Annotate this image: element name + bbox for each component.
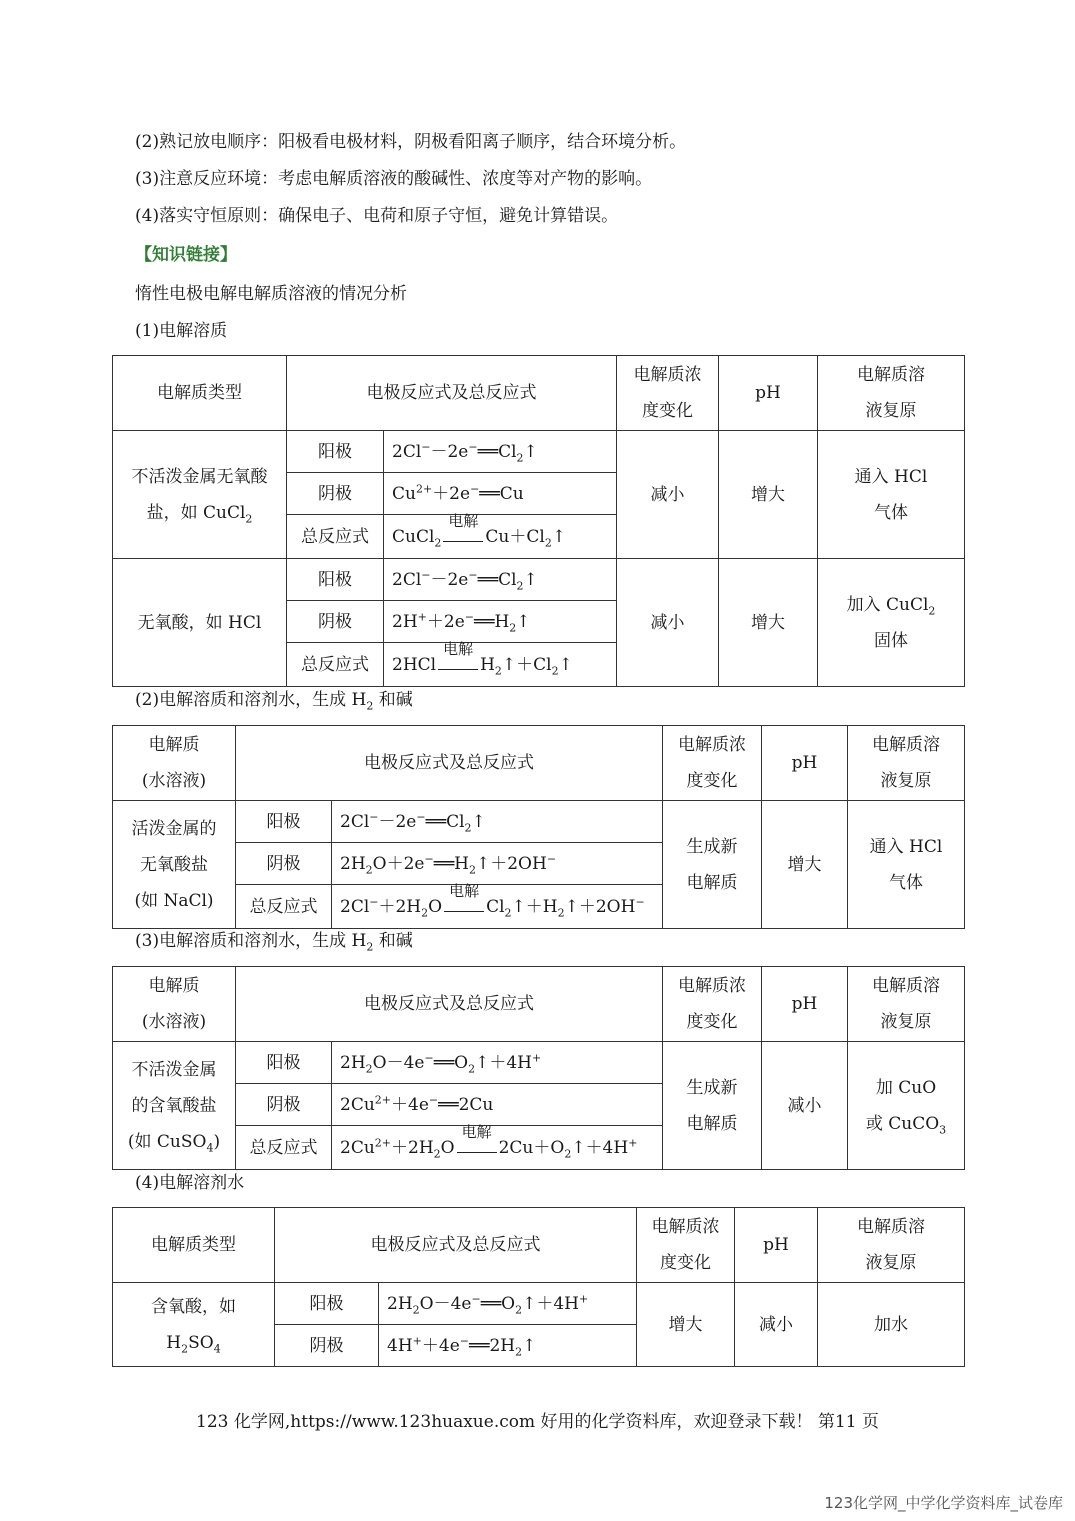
total-label: 总反应式	[287, 643, 384, 687]
anode-equation: $2Cl^--2e^-══Cl_2↑$	[384, 431, 617, 473]
header-equation: 电极反应式及总反应式	[275, 1208, 637, 1283]
row-concentration: 增大	[637, 1283, 735, 1367]
anode-label: 阳极	[287, 431, 384, 473]
row-ph: 减小	[735, 1283, 818, 1367]
header-equation: 电极反应式及总反应式	[236, 726, 663, 801]
anode-label: 阳极	[275, 1283, 379, 1325]
row-ph: 减小	[762, 1042, 848, 1170]
row-restore: 通入 HCl 气体	[848, 801, 965, 929]
header-equation: 电极反应式及总反应式	[236, 967, 663, 1042]
anode-label: 阳极	[236, 1042, 332, 1084]
row2-concentration: 减小	[617, 559, 719, 687]
total-label: 总反应式	[236, 885, 332, 929]
header-concentration: 电解质浓 度变化	[663, 967, 762, 1042]
cathode-equation: $Cu^{2+}+2e^-══Cu$	[384, 473, 617, 515]
header-ph: pH	[735, 1208, 818, 1283]
cathode-equation: $2H_2O+2e^-══H_2↑+2OH^-$	[332, 843, 663, 885]
header-ph: pH	[719, 356, 818, 431]
cathode-label: 阴极	[236, 1084, 332, 1126]
row-type: 不活泼金属 的含氧酸盐 (如 CuSO$_4$)	[113, 1042, 236, 1170]
paragraph-3: (3)注意反应环境：考虑电解质溶液的酸碱性、浓度等对产物的影响。	[135, 169, 653, 189]
row1-restore: 通入 HCl 气体	[818, 431, 965, 559]
row-type: 含氧酸，如 $H_2SO_4$	[113, 1283, 275, 1367]
subsection-1-title: (1)电解溶质	[135, 321, 228, 341]
cathode-label: 阴极	[287, 473, 384, 515]
header-concentration: 电解质浓 度变化	[637, 1208, 735, 1283]
cathode-equation: $2Cu^{2+}+4e^-══2Cu$	[332, 1084, 663, 1126]
header-restore: 电解质溶 液复原	[848, 726, 965, 801]
header-electrolyte: 电解质 (水溶液)	[113, 726, 236, 801]
header-ph: pH	[762, 967, 848, 1042]
header-type: 电解质类型	[113, 1208, 275, 1283]
row-concentration: 生成新 电解质	[663, 801, 762, 929]
cathode-label: 阴极	[236, 843, 332, 885]
cathode-equation: $4H^++4e^-══2H_2↑$	[379, 1325, 637, 1367]
header-equation: 电极反应式及总反应式	[287, 356, 617, 431]
table-electrolyze-solute-water-h2	[112, 725, 965, 929]
row2-type: 无氧酸，如 HCl	[113, 559, 287, 687]
anode-label: 阳极	[236, 801, 332, 843]
cathode-equation: $2H^++2e^-══H_2↑$	[384, 601, 617, 643]
table-electrolyze-water	[112, 1207, 965, 1367]
anode-label: 阳极	[287, 559, 384, 601]
total-equation: $2Cu^{2+}+2H_2O$ 电解 $2Cu+O_2↑+4H^+$	[332, 1126, 663, 1170]
subsection-3-title: (3)电解溶质和溶剂水，生成 $H_2$ 和碱	[135, 931, 413, 954]
total-label: 总反应式	[287, 515, 384, 559]
total-label: 总反应式	[236, 1126, 332, 1170]
paragraph-2: (2)熟记放电顺序：阳极看电极材料，阴极看阳离子顺序，结合环境分析。	[135, 132, 687, 152]
anode-equation: $2Cl^--2e^-══Cl_2↑$	[332, 801, 663, 843]
row1-ph: 增大	[719, 431, 818, 559]
page-footer: 123 化学网,https://www.123huaxue.com 好用的化学资料库，欢迎登录下载！ 第11 页	[196, 1412, 879, 1432]
table-electrolyze-solute	[112, 355, 965, 687]
header-ph: pH	[762, 726, 848, 801]
row-type: 活泼金属的 无氧酸盐 (如 NaCl)	[113, 801, 236, 929]
table-electrolyze-solute-water-o2	[112, 966, 965, 1170]
anode-equation: $2Cl^--2e^-══Cl_2↑$	[384, 559, 617, 601]
header-restore: 电解质溶 液复原	[818, 1208, 965, 1283]
header-restore: 电解质溶 液复原	[818, 356, 965, 431]
header-restore: 电解质溶 液复原	[848, 967, 965, 1042]
header-concentration: 电解质浓 度变化	[663, 726, 762, 801]
intro-text: 惰性电极电解电解质溶液的情况分析	[135, 284, 407, 304]
row1-type: 不活泼金属无氧酸 盐，如 CuCl$_2$	[113, 431, 287, 559]
cathode-label: 阴极	[287, 601, 384, 643]
header-concentration: 电解质浓 度变化	[617, 356, 719, 431]
row-concentration: 生成新 电解质	[663, 1042, 762, 1170]
row1-concentration: 减小	[617, 431, 719, 559]
anode-equation: $2H_2O-4e^-══O_2↑+4H^+$	[379, 1283, 637, 1325]
anode-equation: $2H_2O-4e^-══O_2↑+4H^+$	[332, 1042, 663, 1084]
total-equation: $2Cl^-+2H_2O$ 电解 $Cl_2↑+H_2↑+2OH^-$	[332, 885, 663, 929]
row2-ph: 增大	[719, 559, 818, 687]
row-ph: 增大	[762, 801, 848, 929]
row-restore: 加 CuO 或 CuCO$_3$	[848, 1042, 965, 1170]
subsection-2-title: (2)电解溶质和溶剂水，生成 $H_2$ 和碱	[135, 690, 413, 713]
subsection-4-title: (4)电解溶剂水	[135, 1173, 245, 1193]
row2-restore: 加入 CuCl$_2$ 固体	[818, 559, 965, 687]
header-electrolyte: 电解质 (水溶液)	[113, 967, 236, 1042]
cathode-label: 阴极	[275, 1325, 379, 1367]
total-equation: CuCl$_2$ 电解 $Cu+Cl_2↑$	[384, 515, 617, 559]
row-restore: 加水	[818, 1283, 965, 1367]
total-equation: 2HCl 电解 $H_2↑+Cl_2↑$	[384, 643, 617, 687]
header-type: 电解质类型	[113, 356, 287, 431]
paragraph-4: (4)落实守恒原则：确保电子、电荷和原子守恒，避免计算错误。	[135, 206, 619, 226]
watermark-text: 123化学网_中学化学资料库_试卷库	[824, 1494, 1063, 1512]
section-heading: 【知识链接】	[135, 245, 237, 265]
